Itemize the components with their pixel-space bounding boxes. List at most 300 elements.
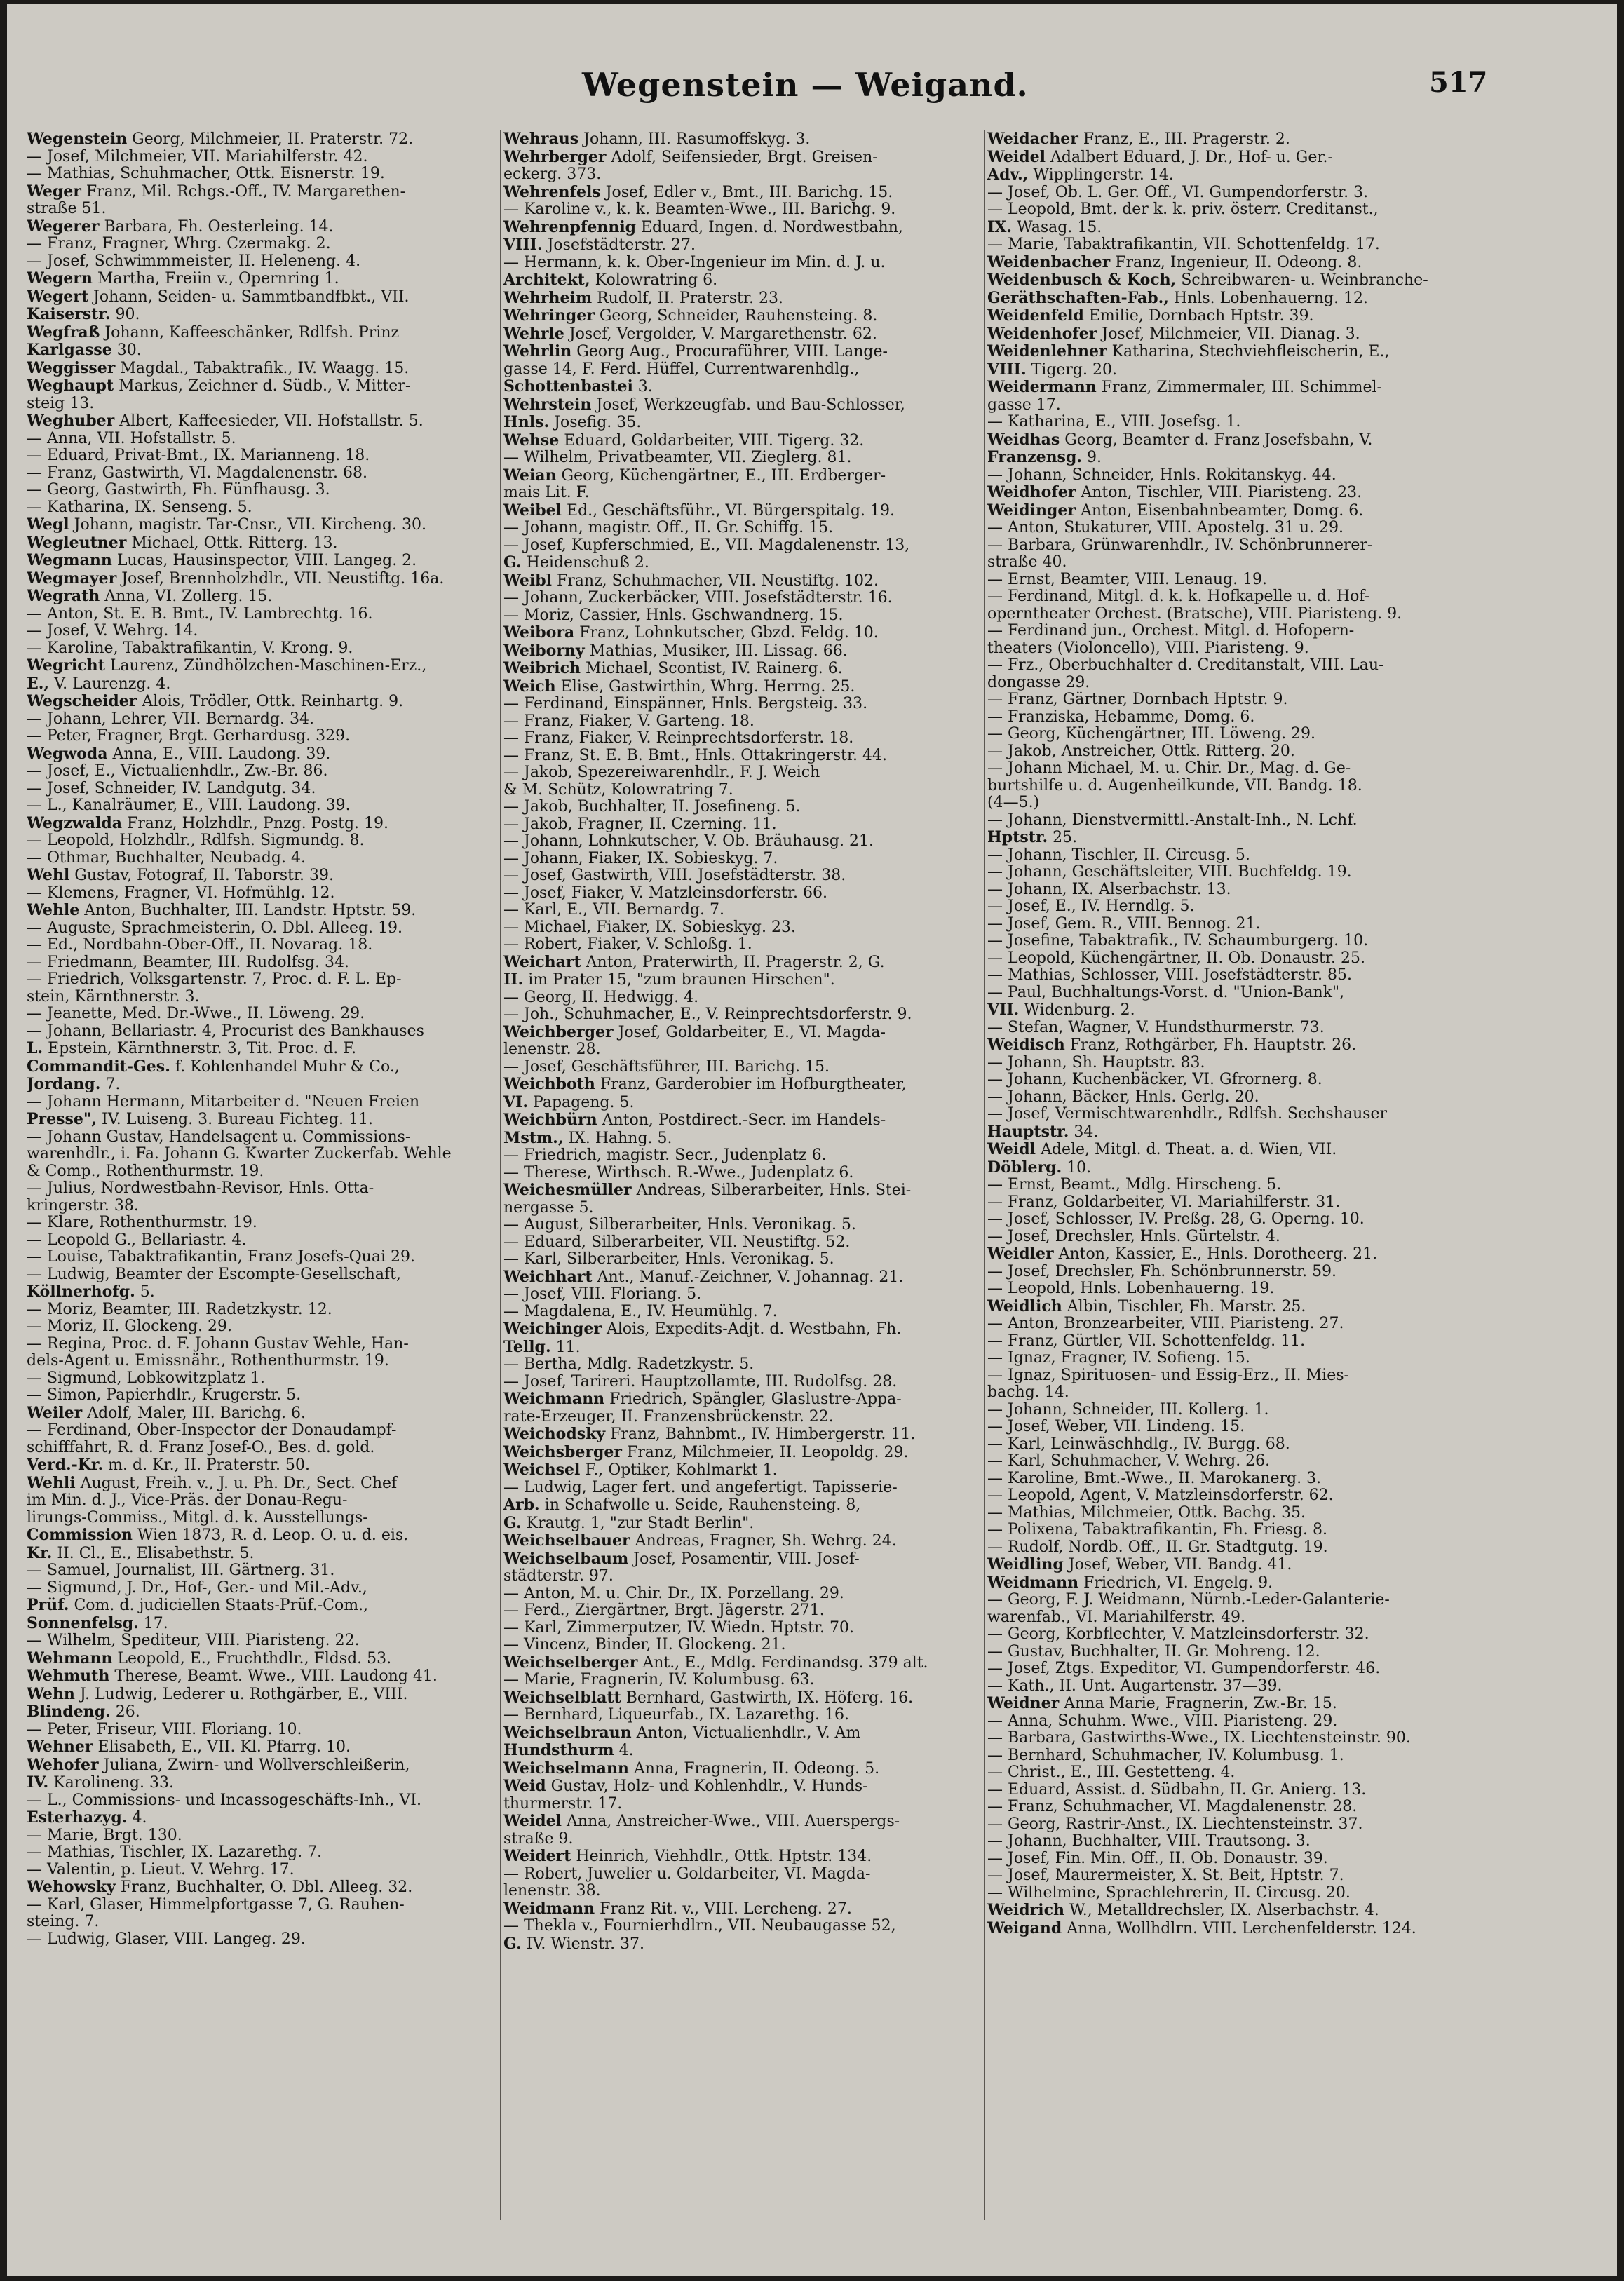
directory-line: — Karoline, Tabaktrafikantin, V. Krong. 9. xyxy=(27,639,353,657)
directory-line: — Leopold, Bmt. der k. k. priv. österr. Creditanst., xyxy=(987,201,1379,218)
directory-line: — L., Kanalräumer, E., VIII. Laudong. 39. xyxy=(27,797,351,814)
directory-line: — Marie, Brgt. 130. xyxy=(27,1827,182,1844)
directory-line: — Ferdinand, Mitgl. d. k. k. Hofkapelle u. d. Hof- xyxy=(987,588,1370,605)
directory-line: — Johann, IX. Alserbachstr. 13. xyxy=(987,881,1231,898)
directory-line: — Valentin, p. Lieut. V. Wehrg. 17. xyxy=(27,1861,295,1879)
directory-line: Tellg. 11. xyxy=(503,1338,581,1356)
directory-line: — Christ., E., III. Gestetteng. 4. xyxy=(987,1764,1236,1781)
directory-line: — Franz, Gärtner, Dornbach Hptstr. 9. xyxy=(987,691,1288,708)
directory-line: Weichart Anton, Praterwirth, II. Pragerstr. 2, G. xyxy=(503,953,885,971)
directory-line: Wegerer Barbara, Fh. Oesterleing. 14. xyxy=(27,217,334,236)
column-middle xyxy=(503,130,987,2262)
directory-line: burtshilfe u. d. Augenheilkunde, VII. Bandg. 18. xyxy=(987,777,1362,794)
directory-line: — Peter, Fragner, Brgt. Gerhardusg. 329. xyxy=(27,728,351,745)
directory-line: — Johann, Buchhalter, VIII. Trautsong. 3. xyxy=(987,1833,1311,1850)
directory-line: Wehraus Johann, III. Rasumoffskyg. 3. xyxy=(503,130,811,148)
directory-line: Weibrich Michael, Scontist, IV. Rainerg. 6. xyxy=(503,660,843,677)
directory-line: — Josef, Fiaker, V. Matzleinsdorferstr. 66. xyxy=(503,884,827,902)
directory-line: Weidermann Franz, Zimmermaler, III. Schimmel- xyxy=(987,379,1382,396)
directory-line: Weghuber Albert, Kaffeesieder, VII. Hofstallstr. 5. xyxy=(27,412,424,430)
directory-line: Wegfraß Johann, Kaffeeschänker, Rdlfsh. Prinz xyxy=(27,323,400,341)
directory-line: — Louise, Tabaktrafikantin, Franz Josefs-Quai 29. xyxy=(27,1249,415,1266)
directory-line: — Hermann, k. k. Ober-Ingenieur im Min. d. J. u. xyxy=(503,254,886,271)
directory-line: VII. Widenburg. 2. xyxy=(987,1001,1135,1019)
directory-line: Weidacher Franz, E., III. Pragerstr. 2. xyxy=(987,130,1290,148)
directory-line: Wehrenfels Josef, Edler v., Bmt., III. Barichg. 15. xyxy=(503,183,893,201)
directory-line: — Ferdinand, Ober-Inspector der Donaudampf- xyxy=(27,1422,397,1439)
directory-line: — Jakob, Fragner, II. Czerning. 11. xyxy=(503,815,777,833)
directory-line: Weichodsky Franz, Bahnbmt., IV. Himbergerstr. 11. xyxy=(503,1426,916,1443)
directory-line: E., V. Laurenzg. 4. xyxy=(27,675,171,693)
directory-line: Weichselbaum Josef, Posamentir, VIII. Josef- xyxy=(503,1550,860,1568)
directory-line: — Ignaz, Spirituosen- und Essig-Erz., II. Mies- xyxy=(987,1367,1349,1384)
directory-line: — Josef, Schwimmmeister, II. Heleneng. 4. xyxy=(27,252,361,270)
directory-line: Wegricht Laurenz, Zündhölzchen-Maschinen-Erz., xyxy=(27,657,427,675)
directory-line: Weibel Ed., Geschäftsführ., VI. Bürgerspitalg. 19. xyxy=(503,501,895,520)
directory-line: (4—5.) xyxy=(987,794,1040,811)
directory-line: — Josef, Weber, VII. Lindeng. 15. xyxy=(987,1419,1245,1435)
directory-line: — Franz, Gastwirth, VI. Magdalenenstr. 68. xyxy=(27,464,367,482)
directory-line: Wegwoda Anna, E., VIII. Laudong. 39. xyxy=(27,745,331,763)
directory-line: VIII. Tigerg. 20. xyxy=(987,360,1117,379)
directory-line: Weidisch Franz, Rothgärber, Fh. Hauptstr. 26. xyxy=(987,1036,1357,1054)
directory-line: — Johann, Sh. Hauptstr. 83. xyxy=(987,1054,1205,1071)
directory-line: Wehse Eduard, Goldarbeiter, VIII. Tigerg. 32. xyxy=(503,431,865,449)
directory-line: — Vincenz, Binder, II. Glockeng. 21. xyxy=(503,1637,786,1653)
directory-line: — Anton, M. u. Chir. Dr., IX. Porzellang. 29. xyxy=(503,1585,844,1602)
directory-line: Sonnenfelsg. 17. xyxy=(27,1614,168,1632)
directory-line: — Johann, Bäcker, Hnls. Gerlg. 20. xyxy=(987,1088,1259,1106)
directory-line: — Josef, Maurermeister, X. St. Beit, Hptstr. 7. xyxy=(987,1867,1344,1884)
directory-line: — Moriz, II. Glockeng. 29. xyxy=(27,1318,233,1335)
directory-line: — Wilhelm, Spediteur, VIII. Piaristeng. 22. xyxy=(27,1632,360,1649)
directory-line: dongasse 29. xyxy=(987,674,1090,691)
directory-line: — Johann, Dienstvermittl.-Anstalt-Inh., N. Lchf. xyxy=(987,811,1358,829)
directory-line: — Ed., Nordbahn-Ober-Off., II. Novarag. 18. xyxy=(27,937,373,954)
directory-line: theaters (Violoncello), VIII. Piaristeng. 9. xyxy=(987,639,1309,657)
directory-line: Wehringer Georg, Schneider, Rauhensteing. 8. xyxy=(503,307,878,325)
directory-line: — Josef, VIII. Floriang. 5. xyxy=(503,1286,702,1303)
directory-line: — Karoline v., k. k. Beamten-Wwe., III. Barichg. 9. xyxy=(503,201,896,218)
directory-line: Weigand Anna, Wollhdlrn. VIII. Lerchenfelderstr. 124. xyxy=(987,1919,1416,1937)
directory-line: Karlgasse 30. xyxy=(27,341,142,359)
directory-line: — Georg, Rastrir-Anst., IX. Liechtensteinstr. 37. xyxy=(987,1815,1363,1833)
directory-line: Weichselberger Ant., E., Mdlg. Ferdinandsg. 379 alt. xyxy=(503,1653,928,1672)
directory-line: gasse 17. xyxy=(987,396,1061,414)
directory-line: Weichselmann Anna, Fragnerin, II. Odeong. 5. xyxy=(503,1759,880,1778)
directory-line: Weichberger Josef, Goldarbeiter, E., VI. Magda- xyxy=(503,1023,886,1041)
directory-line: Wegleutner Michael, Ottk. Ritterg. 13. xyxy=(27,534,338,552)
directory-line: — Georg, II. Hedwigg. 4. xyxy=(503,989,699,1006)
directory-line: Weichhart Ant., Manuf.-Zeichner, V. Johannag. 21. xyxy=(503,1268,904,1286)
directory-line: — Ernst, Beamt., Mdlg. Hirscheng. 5. xyxy=(987,1177,1282,1193)
directory-line: Weichselbauer Andreas, Fragner, Sh. Wehrg. 24. xyxy=(503,1532,897,1550)
directory-line: steing. 7. xyxy=(27,1914,100,1930)
directory-line: im Min. d. J., Vice-Präs. der Donau-Regu- xyxy=(27,1492,348,1509)
directory-line: Weiler Adolf, Maler, III. Barichg. 6. xyxy=(27,1404,306,1422)
directory-line: Weid Gustav, Holz- und Kohlenhdlr., V. Hunds- xyxy=(503,1778,868,1795)
directory-line: Weidenbusch & Koch, Schreibwaren- u. Weinbranche- xyxy=(987,271,1428,289)
directory-line: Esterhazyg. 4. xyxy=(27,1809,147,1827)
directory-line: Prüf. Com. d. judiciellen Staats-Prüf.-Com., xyxy=(27,1597,369,1614)
directory-line: Wegert Johann, Seiden- u. Sammtbandfbkt., VII. xyxy=(27,287,410,306)
directory-line: G. IV. Wienstr. 37. xyxy=(503,1935,645,1953)
directory-line: Wegenstein Georg, Milchmeier, II. Praterstr. 72. xyxy=(27,130,414,148)
directory-line: — Moriz, Beamter, III. Radetzkystr. 12. xyxy=(27,1301,332,1318)
directory-line: Wehrheim Rudolf, II. Praterstr. 23. xyxy=(503,289,783,307)
directory-line: — Franz, Goldarbeiter, VI. Mariahilferstr. 31. xyxy=(987,1193,1341,1211)
directory-line: Wehl Gustav, Fotograf, II. Taborstr. 39. xyxy=(27,867,334,884)
directory-line: — Magdalena, E., IV. Heumühlg. 7. xyxy=(503,1303,778,1320)
directory-line: Weggisser Magdal., Tabaktrafik., IV. Waagg. 15. xyxy=(27,359,410,377)
directory-line: — Jakob, Spezereiwarenhdlr., F. J. Weich xyxy=(503,764,820,781)
directory-line: — Eduard, Privat-Bmt., IX. Marianneng. 18. xyxy=(27,447,370,464)
directory-line: — Bernhard, Schuhmacher, IV. Kolumbusg. 1. xyxy=(987,1747,1344,1764)
directory-line: Weichinger Alois, Expedits-Adjt. d. Westbahn, Fh. xyxy=(503,1320,902,1338)
directory-line: — Ludwig, Glaser, VIII. Langeg. 29. xyxy=(27,1930,306,1948)
directory-line: Weidel Adalbert Eduard, J. Dr., Hof- u. Ger.- xyxy=(987,148,1333,166)
directory-line: IV. Karolineng. 33. xyxy=(27,1774,174,1792)
directory-line: — Leopold G., Bellariastr. 4. xyxy=(27,1231,247,1249)
directory-line: — Ferdinand jun., Orchest. Mitgl. d. Hofopern- xyxy=(987,623,1355,639)
directory-line: Weichsel F., Optiker, Kohlmarkt 1. xyxy=(503,1461,778,1479)
directory-line: gasse 14, F. Ferd. Hüffel, Currentwarenhdlg., xyxy=(503,360,860,378)
directory-line: — Marie, Tabaktrafikantin, VII. Schottenfeldg. 17. xyxy=(987,236,1380,253)
directory-line: — Josef, Drechsler, Fh. Schönbrunnerstr. 59. xyxy=(987,1263,1337,1280)
directory-line: Wehrlin Georg Aug., Procuraführer, VIII. Lange- xyxy=(503,343,888,360)
directory-line: — Julius, Nordwestbahn-Revisor, Hnls. Otta- xyxy=(27,1180,374,1197)
page-number: 517 xyxy=(1429,66,1488,99)
directory-line: Wehrle Josef, Vergolder, V. Margarethenstr. 62. xyxy=(503,325,877,343)
directory-line: — Othmar, Buchhalter, Neubadg. 4. xyxy=(27,849,306,867)
directory-line: warenhdlr., i. Fa. Johann G. Kwarter Zuckerfab. Wehle xyxy=(27,1146,452,1163)
directory-line: — Bertha, Mdlg. Radetzkystr. 5. xyxy=(503,1356,755,1373)
directory-line: — Ludwig, Lager fert. und angefertigt. Tapisserie- xyxy=(503,1479,898,1496)
directory-line: — Anton, St. E. B. Bmt., IV. Lambrechtg. 16. xyxy=(27,605,373,623)
directory-line: — Mathias, Milchmeier, Ottk. Bachg. 35. xyxy=(987,1504,1306,1522)
directory-line: — Eduard, Silberarbeiter, VII. Neustiftg. 52. xyxy=(503,1233,851,1251)
directory-line: — Johann, magistr. Off., II. Gr. Schiffg. 15. xyxy=(503,520,834,536)
directory-line: Weger Franz, Mil. Rchgs.-Off., IV. Margarethen- xyxy=(27,182,406,201)
directory-line: — Franz, Fragner, Whrg. Czermakg. 2. xyxy=(27,236,331,252)
directory-line: Wegern Martha, Freiin v., Opernring 1. xyxy=(27,270,339,287)
directory-line: kringerstr. 38. xyxy=(27,1197,139,1214)
directory-line: — Mathias, Schlosser, VIII. Josefstädterstr. 85. xyxy=(987,967,1352,984)
directory-line: — Joh., Schuhmacher, E., V. Reinprechtsdorferstr. 9. xyxy=(503,1006,912,1023)
directory-line: Weidling Josef, Weber, VII. Bandg. 41. xyxy=(987,1556,1292,1573)
directory-line: — Polixena, Tabaktrafikantin, Fh. Friesg. 8. xyxy=(987,1522,1327,1538)
directory-line: Geräthschaften-Fab., Hnls. Lobenhauerng. 12. xyxy=(987,289,1368,307)
directory-line: — Leopold, Agent, V. Matzleinsdorferstr. 62. xyxy=(987,1487,1334,1504)
directory-line: dels-Agent u. Emissnähr., Rothenthurmstr. 19. xyxy=(27,1353,389,1369)
directory-line: — Johann, Lohnkutscher, V. Ob. Bräuhausg. 21. xyxy=(503,833,874,850)
directory-line: Weidl Adele, Mitgl. d. Theat. a. d. Wien, VII. xyxy=(987,1141,1337,1158)
directory-line: — Georg, F. J. Weidmann, Nürnb.-Leder-Galanterie- xyxy=(987,1592,1390,1609)
directory-line: Döblerg. 10. xyxy=(987,1158,1092,1177)
directory-line: — Johann Gustav, Handelsagent u. Commissions- xyxy=(27,1128,411,1146)
directory-line: Jordang. 7. xyxy=(27,1076,121,1093)
directory-line: — Josef, Drechsler, Hnls. Gürtelstr. 4. xyxy=(987,1228,1280,1245)
directory-line: Weidenbacher Franz, Ingenieur, II. Odeong. 8. xyxy=(987,253,1362,271)
directory-line: — Barbara, Gastwirths-Wwe., IX. Liechtensteinstr. 90. xyxy=(987,1730,1411,1747)
directory-line: — Leopold, Hnls. Lobenhauerng. 19. xyxy=(987,1280,1275,1297)
directory-page xyxy=(7,4,1617,2276)
directory-line: städterstr. 97. xyxy=(503,1568,614,1585)
directory-line: — Josef, Schlosser, IV. Preßg. 28, G. Operng. 10. xyxy=(987,1211,1365,1228)
directory-line: Verd.-Kr. m. d. Kr., II. Praterstr. 50. xyxy=(27,1456,310,1474)
directory-line: — Wilhelm, Privatbeamter, VII. Zieglerg. 81. xyxy=(503,449,852,466)
directory-line: straße 9. xyxy=(503,1830,574,1848)
directory-line: Kr. II. Cl., E., Elisabethstr. 5. xyxy=(27,1544,255,1562)
directory-line: Mstm., IX. Hahng. 5. xyxy=(503,1129,672,1147)
directory-line: — Jakob, Buchhalter, II. Josefineng. 5. xyxy=(503,799,801,815)
directory-line: — Karl, Glaser, Himmelpfortgasse 7, G. Rauhen- xyxy=(27,1896,405,1914)
directory-line: Weidrich W., Metalldrechsler, IX. Alserbachstr. 4. xyxy=(987,1902,1379,1919)
directory-line: — Franz, Schuhmacher, VI. Magdalenenstr. 28. xyxy=(987,1799,1358,1815)
directory-line: — Moriz, Cassier, Hnls. Gschwandnerg. 15. xyxy=(503,607,844,624)
directory-line: Weichboth Franz, Garderobier im Hofburgtheater, xyxy=(503,1076,907,1093)
directory-line: — Klare, Rothenthurmstr. 19. xyxy=(27,1214,257,1231)
directory-line: — Ignaz, Fragner, IV. Sofieng. 15. xyxy=(987,1350,1250,1367)
directory-line: & Comp., Rothenthurmstr. 19. xyxy=(27,1163,264,1180)
directory-line: Weidel Anna, Anstreicher-Wwe., VIII. Auerspergs- xyxy=(503,1813,900,1830)
directory-line: Weichbürn Anton, Postdirect.-Secr. im Handels- xyxy=(503,1111,886,1129)
directory-line: — Josef, E., IV. Herndlg. 5. xyxy=(987,898,1195,915)
directory-line: straße 51. xyxy=(27,201,107,217)
directory-line: — August, Silberarbeiter, Hnls. Veronikag. 5. xyxy=(503,1217,856,1233)
directory-line: — Gustav, Buchhalter, II. Gr. Mohreng. 12. xyxy=(987,1643,1320,1660)
directory-line: — Johann, Lehrer, VII. Bernardg. 34. xyxy=(27,710,314,728)
directory-line: — Johann, Bellariastr. 4, Procurist des Bankhauses xyxy=(27,1022,424,1040)
directory-line: Commission Wien 1873, R. d. Leop. O. u. d. eis. xyxy=(27,1527,409,1544)
directory-line: Commandit-Ges. f. Kohlenhandel Muhr & Co., xyxy=(27,1057,400,1076)
directory-line: Wehrenpfennig Eduard, Ingen. d. Nordwestbahn, xyxy=(503,218,903,236)
directory-line: Weidner Anna Marie, Fragnerin, Zw.-Br. 15. xyxy=(987,1695,1337,1712)
page-title: Wegenstein — Weigand. xyxy=(582,66,1029,104)
directory-line: Weich Elise, Gastwirthin, Whrg. Herrng. 25. xyxy=(503,677,855,696)
directory-line: — Georg, Korbflechter, V. Matzleinsdorferstr. 32. xyxy=(987,1626,1369,1643)
directory-line: — Peter, Friseur, VIII. Floriang. 10. xyxy=(27,1721,302,1738)
directory-line: — Robert, Fiaker, V. Schloßg. 1. xyxy=(503,936,752,953)
directory-line: — Johann, Fiaker, IX. Sobieskyg. 7. xyxy=(503,850,778,867)
directory-line: Weidert Heinrich, Viehhdlr., Ottk. Hptstr. 134. xyxy=(503,1848,872,1865)
directory-line: — Franz, Fiaker, V. Garteng. 18. xyxy=(503,712,755,730)
directory-line: Hundsthurm 4. xyxy=(503,1742,634,1759)
directory-line: schifffahrt, R. d. Franz Josef-O., Bes. d. gold. xyxy=(27,1439,375,1456)
directory-line: Wehmann Leopold, E., Fruchthdlr., Fldsd. 53. xyxy=(27,1649,392,1667)
directory-line: Franzensg. 9. xyxy=(987,449,1102,466)
directory-line: — Josef, Schneider, IV. Landgutg. 34. xyxy=(27,780,316,797)
directory-line: Weidlich Albin, Tischler, Fh. Marstr. 25. xyxy=(987,1297,1306,1315)
directory-line: Wegmann Lucas, Hausinspector, VIII. Langeg. 2. xyxy=(27,552,417,569)
directory-line: Weghaupt Markus, Zeichner d. Südb., V. Mitter- xyxy=(27,377,411,395)
directory-line: straße 40. xyxy=(987,554,1067,571)
directory-line: — Friedmann, Beamter, III. Rudolfsg. 34. xyxy=(27,954,349,971)
directory-line: Wegzwalda Franz, Holzhdlr., Pnzg. Postg. 19. xyxy=(27,814,389,832)
directory-line: — Mathias, Schuhmacher, Ottk. Eisnerstr. 19. xyxy=(27,165,385,182)
directory-line: — Josef, Fin. Min. Off., II. Ob. Donaustr. 39. xyxy=(987,1850,1328,1867)
directory-line: Wehle Anton, Buchhalter, III. Landstr. Hptstr. 59. xyxy=(27,902,417,919)
directory-line: — Robert, Juwelier u. Goldarbeiter, VI. Magda- xyxy=(503,1865,871,1883)
directory-line: Wehrstein Josef, Werkzeugfab. und Bau-Schlosser, xyxy=(503,395,905,414)
directory-line: Presse", IV. Luiseng. 3. Bureau Fichteg. 11. xyxy=(27,1111,373,1128)
directory-line: G. Krautg. 1, "zur Stadt Berlin". xyxy=(503,1514,755,1532)
directory-line: Hnls. Josefig. 35. xyxy=(503,414,642,431)
directory-line: Weidenhofer Josef, Milchmeier, VII. Dianag. 3. xyxy=(987,325,1360,343)
directory-line: Weichesmüller Andreas, Silberarbeiter, Hnls. Stei- xyxy=(503,1182,912,1199)
directory-line: — Franz, Gürtler, VII. Schottenfeldg. 11. xyxy=(987,1332,1306,1350)
directory-line: — Bernhard, Liqueurfab., IX. Lazarethg. 16. xyxy=(503,1707,850,1724)
directory-line: rate-Erzeuger, II. Franzensbrückenstr. 22. xyxy=(503,1408,834,1426)
directory-line: — Klemens, Fragner, VI. Hofmühlg. 12. xyxy=(27,884,335,902)
directory-line: Weidinger Anton, Eisenbahnbeamter, Domg. 6. xyxy=(987,501,1364,520)
directory-line: — Anna, VII. Hofstallstr. 5. xyxy=(27,430,236,447)
directory-line: bachg. 14. xyxy=(987,1384,1069,1401)
directory-line: Wehmuth Therese, Beamt. Wwe., VIII. Laudong 41. xyxy=(27,1667,438,1685)
directory-line: — Josef, Tarireri. Hauptzollamte, III. Rudolfsg. 28. xyxy=(503,1373,898,1390)
directory-line: — Kath., II. Unt. Augartenstr. 37—39. xyxy=(987,1677,1283,1695)
directory-line: Weian Georg, Küchengärtner, E., III. Erdberger- xyxy=(503,466,886,485)
directory-line: — Therese, Wirthsch. R.-Wwe., Judenplatz 6. xyxy=(503,1164,854,1182)
directory-line: & M. Schütz, Kolowratring 7. xyxy=(503,781,733,799)
directory-line: — Barbara, Grünwarenhdlr., IV. Schönbrunnerer- xyxy=(987,536,1373,554)
directory-line: — L., Commissions- und Incassogeschäfts-Inh., VI. xyxy=(27,1792,421,1809)
directory-line: — Ferdinand, Einspänner, Hnls. Bergsteig. 33. xyxy=(503,696,868,712)
directory-line: — Johann, Zuckerbäcker, VIII. Josefstädterstr. 16. xyxy=(503,590,893,607)
directory-line: — Johann, Tischler, II. Circusg. 5. xyxy=(987,846,1250,864)
directory-line: — Karl, Zimmerputzer, IV. Wiedn. Hptstr. 70. xyxy=(503,1619,855,1637)
directory-line: — Simon, Papierhdlr., Krugerstr. 5. xyxy=(27,1387,302,1404)
directory-line: Weichselblatt Bernhard, Gastwirth, IX. Höferg. 16. xyxy=(503,1688,914,1707)
directory-line: Weidenfeld Emilie, Dornbach Hptstr. 39. xyxy=(987,307,1314,325)
directory-line: — Auguste, Sprachmeisterin, O. Dbl. Alleeg. 19. xyxy=(27,919,403,937)
directory-line: Wehrberger Adolf, Seifensieder, Brgt. Greisen- xyxy=(503,148,878,166)
directory-line: — Ludwig, Beamter der Escompte-Gesellschaft, xyxy=(27,1266,401,1283)
directory-line: Weidler Anton, Kassier, E., Hnls. Dorotheerg. 21. xyxy=(987,1245,1378,1263)
directory-line: thurmerstr. 17. xyxy=(503,1795,623,1813)
directory-line: Wegl Johann, magistr. Tar-Cnsr., VII. Kircheng. 30. xyxy=(27,516,427,534)
directory-line: — Johann, Schneider, Hnls. Rokitanskyg. 44. xyxy=(987,466,1337,484)
directory-line: — Johann, Schneider, III. Kollerg. 1. xyxy=(987,1401,1269,1419)
directory-line: — Leopold, Küchengärtner, II. Ob. Donaustr. 25. xyxy=(987,949,1365,967)
directory-line: — Paul, Buchhaltungs-Vorst. d. "Union-Bank", xyxy=(987,984,1345,1001)
directory-line: VIII. Josefstädterstr. 27. xyxy=(503,236,696,254)
directory-line: Arb. in Schafwolle u. Seide, Rauhensteing. 8, xyxy=(503,1496,861,1514)
directory-line: — Eduard, Assist. d. Südbahn, II. Gr. Anierg. 13. xyxy=(987,1781,1367,1799)
directory-line: — Josef, Kupferschmied, E., VII. Magdalenenstr. 13, xyxy=(503,536,910,554)
directory-line: — Josef, E., Victualienhdlr., Zw.-Br. 86. xyxy=(27,763,328,780)
directory-line: Weidmann Franz Rit. v., VIII. Lercheng. 27. xyxy=(503,1900,852,1918)
directory-line: — Regina, Proc. d. F. Johann Gustav Wehle, Han- xyxy=(27,1335,409,1353)
directory-line: — Katharina, IX. Senseng. 5. xyxy=(27,499,252,516)
directory-line: lirungs-Commiss., Mitgl. d. k. Ausstellungs- xyxy=(27,1509,368,1527)
directory-line: — Josefine, Tabaktrafik., IV. Schaumburgerg. 10. xyxy=(987,933,1369,949)
directory-line: — Thekla v., Fournierhdlrn., VII. Neubaugasse 52, xyxy=(503,1918,896,1935)
column-right xyxy=(987,130,1471,2262)
directory-line: — Karl, Leinwäschhdlg., IV. Burgg. 68. xyxy=(987,1435,1290,1453)
directory-line: Wehli August, Freih. v., J. u. Ph. Dr., Sect. Chef xyxy=(27,1474,398,1492)
directory-line: Wegmayer Josef, Brennholzhdlr., VII. Neustiftg. 16a. xyxy=(27,569,445,588)
directory-line: IX. Wasag. 15. xyxy=(987,218,1102,236)
directory-line: — Franziska, Hebamme, Domg. 6. xyxy=(987,708,1255,726)
directory-line: — Frz., Oberbuchhalter d. Creditanstalt, VIII. Lau- xyxy=(987,657,1384,674)
directory-line: — Josef, V. Wehrg. 14. xyxy=(27,623,198,639)
directory-line: — Jakob, Anstreicher, Ottk. Ritterg. 20. xyxy=(987,743,1295,760)
directory-line: — Ferd., Ziergärtner, Brgt. Jägerstr. 271. xyxy=(503,1602,825,1619)
directory-line: L. Epstein, Kärnthnerstr. 3, Tit. Proc. d. F. xyxy=(27,1040,357,1057)
directory-line: lenenstr. 28. xyxy=(503,1041,601,1058)
directory-line: stein, Kärnthnerstr. 3. xyxy=(27,988,200,1006)
directory-line: Architekt, Kolowratring 6. xyxy=(503,271,718,289)
directory-line: — Friedrich, magistr. Secr., Judenplatz 6. xyxy=(503,1147,827,1164)
directory-line: — Leopold, Holzhdlr., Rdlfsh. Sigmundg. 8. xyxy=(27,832,365,849)
directory-line: — Franz, Fiaker, V. Reinprechtsdorferstr. 18. xyxy=(503,730,854,747)
directory-line: — Anton, Bronzearbeiter, VIII. Piaristeng. 27. xyxy=(987,1315,1344,1332)
directory-line: — Karoline, Bmt.-Wwe., II. Marokanerg. 3. xyxy=(987,1470,1322,1487)
directory-line: Weichselbraun Anton, Victualienhdlr., V. Am xyxy=(503,1724,861,1742)
directory-line: — Georg, Küchengärtner, III. Löweng. 29. xyxy=(987,726,1316,743)
directory-line: — Anton, Stukaturer, VIII. Apostelg. 31 u. 29. xyxy=(987,520,1344,536)
directory-line: — Samuel, Journalist, III. Gärtnerg. 31. xyxy=(27,1562,335,1579)
directory-line: G. Heidenschuß 2. xyxy=(503,554,649,571)
directory-line: nergasse 5. xyxy=(503,1199,594,1217)
column-left xyxy=(27,130,503,2262)
directory-line: — Ernst, Beamter, VIII. Lenaug. 19. xyxy=(987,571,1268,588)
directory-line: — Jeanette, Med. Dr.-Wwe., II. Löweng. 29. xyxy=(27,1006,365,1022)
directory-line: — Sigmund, Lobkowitzplatz 1. xyxy=(27,1369,265,1387)
directory-line: — Franz, St. E. B. Bmt., Hnls. Ottakringerstr. 44. xyxy=(503,747,887,764)
directory-line: — Karl, Silberarbeiter, Hnls. Veronikag. 5. xyxy=(503,1251,834,1268)
directory-line: eckerg. 373. xyxy=(503,166,602,183)
directory-line: — Johann Michael, M. u. Chir. Dr., Mag. d. Ge- xyxy=(987,760,1351,777)
directory-line: Weichsberger Franz, Milchmeier, II. Leopoldg. 29. xyxy=(503,1443,909,1461)
directory-line: Kaiserstr. 90. xyxy=(27,306,140,323)
directory-line: Wegscheider Alois, Trödler, Ottk. Reinhartg. 9. xyxy=(27,693,404,710)
directory-line: — Johann, Geschäftsleiter, VIII. Buchfeldg. 19. xyxy=(987,864,1352,881)
directory-line: Wehowsky Franz, Buchhalter, O. Dbl. Alleeg. 32. xyxy=(27,1879,413,1896)
directory-line: Schottenbastei 3. xyxy=(503,378,653,395)
directory-line: Weidenlehner Katharina, Stechviehfleischerin, E., xyxy=(987,343,1390,360)
directory-line: operntheater Orchest. (Bratsche), VIII. Piaristeng. 9. xyxy=(987,605,1402,623)
directory-line: Weidhofer Anton, Tischler, VIII. Piaristeng. 23. xyxy=(987,484,1362,501)
directory-line: — Johann, Kuchenbäcker, VI. Gfrornerg. 8. xyxy=(987,1071,1322,1088)
directory-line: Hauptstr. 34. xyxy=(987,1123,1099,1141)
directory-line: mais Lit. F. xyxy=(503,485,590,501)
directory-line: — Wilhelmine, Sprachlehrerin, II. Circusg. 20. xyxy=(987,1884,1351,1902)
directory-line: — Josef, Geschäftsführer, III. Barichg. 15. xyxy=(503,1058,830,1076)
directory-line: II. im Prater 15, "zum braunen Hirschen". xyxy=(503,971,835,989)
directory-line: — Mathias, Tischler, IX. Lazarethg. 7. xyxy=(27,1844,323,1861)
directory-line: — Friedrich, Volksgartenstr. 7, Proc. d. F. L. Ep- xyxy=(27,971,402,988)
directory-line: — Josef, Ob. L. Ger. Off., VI. Gumpendorferstr. 3. xyxy=(987,184,1369,201)
directory-line: warenfab., VI. Mariahilferstr. 49. xyxy=(987,1609,1245,1626)
directory-line: — Anna, Schuhm. Wwe., VIII. Piaristeng. 29. xyxy=(987,1712,1338,1730)
directory-line: — Josef, Milchmeier, VII. Mariahilferstr. 42. xyxy=(27,148,368,165)
directory-line: — Josef, Ztgs. Expeditor, VI. Gumpendorferstr. 46. xyxy=(987,1660,1381,1677)
directory-line: lenenstr. 38. xyxy=(503,1883,601,1900)
directory-line: Wegrath Anna, VI. Zollerg. 15. xyxy=(27,588,273,605)
directory-line: Weichmann Friedrich, Spängler, Glaslustre-Appa- xyxy=(503,1390,902,1408)
directory-line: — Georg, Gastwirth, Fh. Fünfhausg. 3. xyxy=(27,482,330,499)
directory-line: Adv., Wipplingerstr. 14. xyxy=(987,166,1174,184)
directory-line: Köllnerhofg. 5. xyxy=(27,1283,155,1301)
directory-line: — Josef, Gem. R., VIII. Bennog. 21. xyxy=(987,915,1261,933)
directory-line: — Sigmund, J. Dr., Hof-, Ger.- und Mil.-Adv., xyxy=(27,1579,367,1597)
directory-line: Blindeng. 26. xyxy=(27,1703,140,1721)
directory-line: — Rudolf, Nordb. Off., II. Gr. Stadtgutg. 19. xyxy=(987,1538,1328,1556)
directory-line: Weiborny Mathias, Musiker, III. Lissag. 66. xyxy=(503,642,848,660)
directory-line: Wehn J. Ludwig, Lederer u. Rothgärber, E., VIII. xyxy=(27,1685,408,1703)
